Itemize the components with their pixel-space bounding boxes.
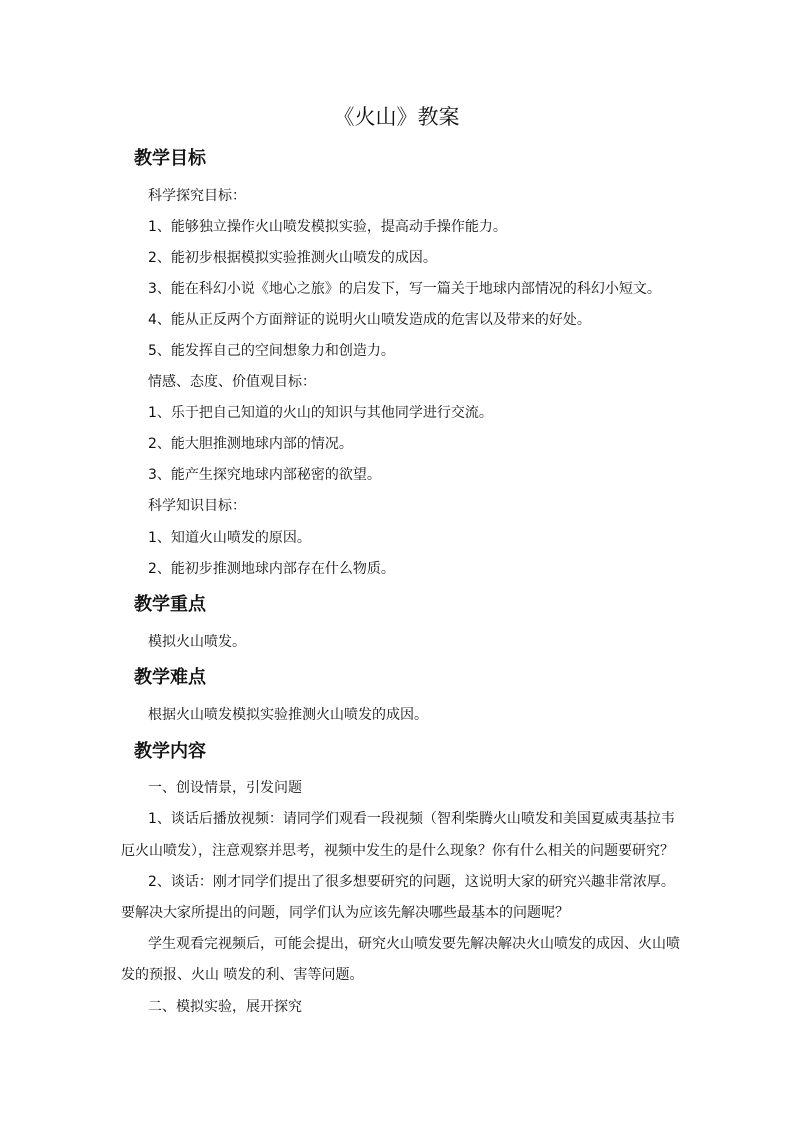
list-item: 2、能初步推测地球内部存在什么物质。 [148, 561, 395, 577]
part2-title: 二、模拟实验，展开探究 [148, 999, 302, 1015]
paragraph-1-line-1: 1、谈话后播放视频：请同学们观看一段视频（智利柴腾火山喷发和美国夏威夷基拉韦 [148, 811, 675, 827]
heading-teaching-content: 教学内容 [134, 741, 206, 762]
key-point-text: 模拟火山喷发。 [148, 634, 246, 650]
document-title: 《火山》教案 [333, 105, 460, 129]
label-emotion-goals: 情感、态度、价值观目标： [148, 374, 316, 390]
paragraph-2-line-2: 要解决大家所提出的问题，同学们认为应该先解决哪些最基本的问题呢？ [121, 905, 569, 921]
list-item: 1、乐于把自己知道的火山的知识与其他同学进行交流。 [148, 405, 493, 421]
paragraph-2-line-1: 2、谈话：刚才同学们提出了很多想要研究的问题，这说明大家的研究兴趣非常浓厚。 [148, 874, 675, 890]
list-item: 2、能大胆推测地球内部的情况。 [148, 436, 353, 452]
heading-key-point: 教学重点 [134, 594, 206, 615]
list-item: 2、能初步根据模拟实验推测火山喷发的成因。 [148, 250, 437, 266]
list-item: 3、能在科幻小说《地心之旅》的启发下，写一篇关于地球内部情况的科幻小短文。 [148, 281, 661, 297]
list-item: 3、能产生探究地球内部秘密的欲望。 [148, 467, 381, 483]
list-item: 4、能从正反两个方面辩证的说明火山喷发造成的危害以及带来的好处。 [148, 312, 591, 328]
list-item: 1、知道火山喷发的原因。 [148, 530, 311, 546]
label-sci-inquiry-goals: 科学探究目标： [148, 188, 246, 204]
part1-title: 一、创设情景，引发问题 [148, 780, 302, 796]
list-item: 5、能发挥自己的空间想象力和创造力。 [148, 343, 395, 359]
heading-difficulty: 教学难点 [134, 667, 206, 688]
paragraph-1-line-2: 厄火山喷发），注意观察并思考，视频中发生的是什么现象？你有什么相关的问题要研究？ [121, 843, 674, 859]
heading-teaching-goals: 教学目标 [134, 148, 206, 169]
list-item: 1、能够独立操作火山喷发模拟实验，提高动手操作能力。 [148, 219, 507, 235]
paragraph-3-line-1: 学生观看完视频后，可能会提出，研究火山喷发要先解决解决火山喷发的成因、火山喷 [148, 936, 680, 952]
paragraph-3-line-2: 发的预报、火山 喷发的利、害等问题。 [121, 967, 364, 983]
label-knowledge-goals: 科学知识目标： [148, 498, 246, 514]
difficulty-text: 根据火山喷发模拟实验推测火山喷发的成因。 [148, 707, 428, 723]
